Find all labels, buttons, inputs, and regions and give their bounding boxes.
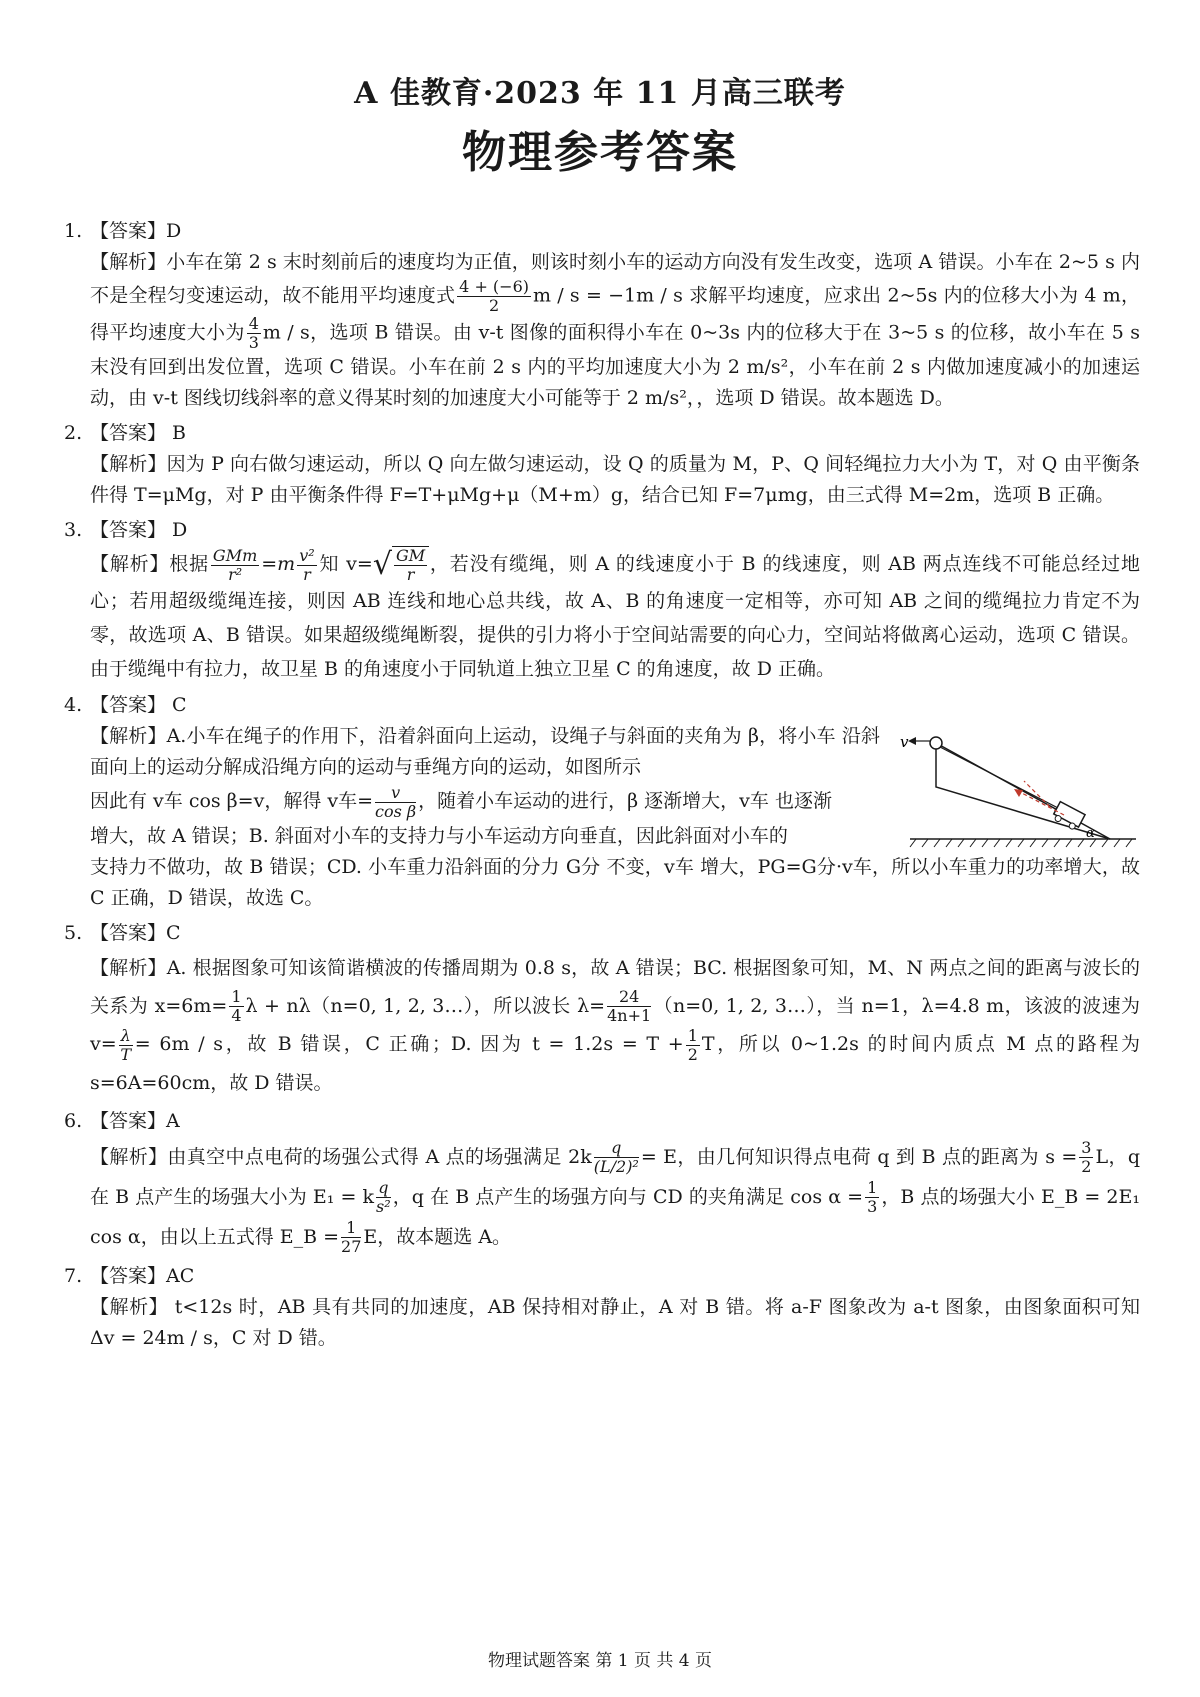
question-3-answer bbox=[64, 515, 1140, 546]
explanation-text: ，q 在 B 点产生的场强方向与 CD 的夹角满足 cos α = bbox=[392, 1185, 864, 1208]
numerator: 1 bbox=[687, 1025, 698, 1045]
fraction bbox=[297, 547, 316, 584]
page-footer: 物理试题答案 第 1 页 共 4 页 bbox=[487, 1651, 713, 1671]
denominator: r bbox=[303, 564, 311, 584]
denominator: 2 bbox=[488, 296, 500, 315]
numerator: GMm bbox=[212, 545, 258, 565]
numerator: 4 + (−6) bbox=[459, 277, 529, 296]
denominator: r² bbox=[228, 564, 243, 584]
numerator: λ bbox=[120, 1025, 131, 1045]
denominator: T bbox=[120, 1044, 132, 1064]
question-number: 1. bbox=[64, 220, 83, 242]
answer-label: 【答案】D bbox=[90, 220, 182, 242]
explanation-text: 因此有 v车 cos β=v，解得 v车= bbox=[90, 790, 374, 812]
fraction bbox=[1079, 1139, 1093, 1176]
question-number: 4. bbox=[64, 694, 83, 716]
velocity-label: v bbox=[900, 733, 909, 751]
question-2-answer bbox=[64, 418, 1140, 449]
fraction bbox=[247, 315, 261, 352]
explanation-text: = 6m / s，故 B 错误，C 正确；D. 因为 t = 1.2s = T + bbox=[134, 1033, 684, 1055]
explanation-text: 知 v= bbox=[318, 553, 373, 575]
explanation-text: = E，由几何知识得点电荷 q 到 B 点的距离为 s = bbox=[640, 1145, 1078, 1168]
question-5-answer bbox=[64, 918, 1140, 949]
question-6-explanation bbox=[64, 1137, 1140, 1257]
page-title: 物理参考答案 bbox=[462, 127, 738, 178]
explanation-text: 【解析】A.小车在绳子的作用下，沿着斜面向上运动，设绳子与斜面的夹角为 β，将小车 沿斜面向上的运动分解成沿绳方向的运动与垂绳方向的运动，如图所示 bbox=[90, 725, 880, 778]
denominator: 3 bbox=[248, 333, 259, 352]
numerator: 1 bbox=[867, 1178, 878, 1197]
answer-label: 【答案】 C bbox=[90, 694, 187, 716]
answer-content bbox=[64, 212, 1140, 1354]
explanation-text: ，若没有缆绳，则 A 的线速度小于 B 的线速度，则 AB 两点连线不可能总经过地心；若用超级缆绳连接，则因 AB 连线和地心总共线，故 A、B 的角速度一定相等，亦可知 AB 之间的缆绳拉力肯定不为零，故选项 A、B 错误。如果超级缆绳断裂，提供的引力将小于空间站需要的向心力，空间站将做离心运动，选项 C 错误。由于缆绳中有拉力，故卫星 B 的角速度小于同轨道上独立卫星 C 的角速度，故 D 正确。 bbox=[90, 553, 1140, 680]
explanation-text: E，故本题选 A。 bbox=[363, 1225, 512, 1248]
question-number: 2. bbox=[64, 422, 83, 444]
question-1-explanation bbox=[64, 247, 1140, 414]
explanation-text: 【解析】根据 bbox=[90, 553, 209, 575]
explanation-text: m / s，选项 B 错误。由 v-t 图像的面积得小车在 0~3s 内的位移大于在 3~5 s 的位移，故小车在 5 s 末没有回到出发位置，选项 C 错误。小车在前 2 s 内的平均加速度大小为 2 m/s²，小车在前 2 s 内做加速度减小的加速运动，由 v-t 图线切线斜率的意义得某时刻的加速度大小可能等于 2 m/s²，，选项 D 错误。故本题选 D。 bbox=[90, 321, 1140, 409]
explanation-text: 增大，故 A 错误；B. 斜面对小车的支持力与小车运动方向垂直，因此斜面对小车的 bbox=[90, 824, 788, 847]
answer-label: 【答案】A bbox=[90, 1109, 180, 1132]
fraction bbox=[594, 1139, 639, 1176]
answer-label: 【答案】C bbox=[90, 921, 181, 944]
denominator: 3 bbox=[867, 1197, 878, 1216]
numerator: q bbox=[594, 1139, 639, 1158]
denominator: 4n+1 bbox=[607, 1006, 652, 1025]
fraction bbox=[376, 1179, 391, 1216]
question-number: 7. bbox=[64, 1264, 83, 1287]
angle-label: α bbox=[1086, 826, 1095, 841]
question-7-answer bbox=[64, 1261, 1140, 1292]
numerator: q bbox=[376, 1179, 391, 1198]
question-6-answer bbox=[64, 1106, 1140, 1137]
equation-text: =m bbox=[261, 553, 296, 575]
fraction bbox=[119, 1027, 133, 1064]
denominator: cos β bbox=[375, 801, 417, 821]
question-1-answer bbox=[64, 216, 1140, 247]
question-4-explanation bbox=[64, 721, 1140, 914]
fraction bbox=[865, 1179, 879, 1216]
fraction bbox=[341, 1219, 361, 1256]
denominator: r bbox=[406, 565, 415, 584]
numerator: 24 bbox=[607, 988, 651, 1007]
explanation-text: L，q 在 B 点产生的场强大小为 E₁ = k bbox=[90, 1145, 1140, 1208]
fraction bbox=[686, 1027, 700, 1064]
explanation-text: m / s = −1m / s 求解平均速度，应求出 2~5s 内的位移大小为 4 m，得平均速度大小为 bbox=[90, 284, 1140, 344]
numerator: 4 bbox=[248, 314, 259, 333]
question-number: 3. bbox=[64, 519, 83, 541]
fraction bbox=[394, 547, 427, 584]
fraction bbox=[607, 988, 651, 1025]
fraction bbox=[211, 547, 259, 584]
answer-label: 【答案】 B bbox=[90, 422, 187, 444]
denominator: 27 bbox=[341, 1237, 362, 1256]
explanation-text: 【解析】由真空中点电荷的场强公式得 A 点的场强满足 2k bbox=[90, 1145, 592, 1168]
explanation-text: λ + nλ（n=0, 1, 2, 3…），所以波长 λ= bbox=[245, 994, 606, 1017]
question-number: 6. bbox=[64, 1109, 83, 1132]
exam-header: A 佳教育·2023 年 11 月高三联考 bbox=[354, 76, 846, 111]
numerator: GM bbox=[395, 546, 426, 565]
explanation-text: 支持力不做功，故 B 错误；CD. 小车重力沿斜面的分力 G分 不变，v车 增大，PG=G分·v车，所以小车重力的功率增大，故 C 正确，D 错误，故选 C。 bbox=[90, 855, 1140, 909]
question-5-explanation bbox=[64, 949, 1140, 1102]
numerator: 1 bbox=[341, 1219, 361, 1238]
radical-sign-icon: √ bbox=[372, 547, 392, 582]
question-7-explanation: 【解析】 t<12s 时，AB 具有共同的加速度，AB 保持相对静止，A 对 B 错。将 a-F 图象改为 a-t 图象，由图象面积可知 Δv = 24m / s，C 对 D 错。 bbox=[90, 1295, 1140, 1349]
numerator: 3 bbox=[1081, 1138, 1092, 1157]
numerator: v bbox=[375, 784, 416, 803]
question-3-explanation bbox=[64, 546, 1140, 686]
denominator: 2 bbox=[687, 1044, 698, 1064]
question-number: 5. bbox=[64, 921, 83, 944]
question-2-explanation: 【解析】因为 P 向右做匀速运动，所以 Q 向左做匀速运动，设 Q 的质量为 M，P、Q 间轻绳拉力大小为 T，对 Q 由平衡条件得 T=μMg，对 P 由平衡条件得 F=T+μMg+μ（M+m）g，结合已知 F=7μmg，由三式得 M=2m，选项 B 正确。 bbox=[90, 453, 1140, 506]
fraction bbox=[375, 784, 416, 821]
answer-label: 【答案】AC bbox=[90, 1264, 195, 1287]
explanation-text: （n=0, 1, 2, 3…），当 n=1，λ=4.8 m，该波的波速为 v= bbox=[90, 994, 1140, 1055]
numerator: v² bbox=[299, 545, 315, 565]
fraction bbox=[229, 988, 243, 1025]
explanation-text: T，所以 0~1.2s 的时间内质点 M 点的路程为 s=6A=60cm，故 D 错误。 bbox=[90, 1033, 1141, 1094]
explanation-text: ，B 点的场强大小 E_B = 2E₁ cos α，由以上五式得 E_B = bbox=[90, 1185, 1140, 1248]
explanation-text: 【解析】A. 根据图象可知该简谐横波的传播周期为 0.8 s，故 A 错误；BC. 根据图象可知，M、N 两点之间的距离与波长的关系为 x=6m= bbox=[90, 956, 1140, 1017]
answer-label: 【答案】 D bbox=[90, 519, 188, 541]
question-4-answer bbox=[64, 690, 1140, 721]
denominator: s² bbox=[376, 1197, 391, 1216]
incline-pulley-figure bbox=[900, 721, 1140, 871]
explanation-text: 【解析】小车在第 2 s 末时刻前后的速度均为正值，则该时刻小车的运动方向没有发生改变，选项 A 错误。小车在 2~5 s 内不是全程匀变速运动，故不能用平均速度式 bbox=[90, 251, 1140, 307]
denominator: 4 bbox=[231, 1006, 242, 1025]
denominator: 2 bbox=[1081, 1157, 1092, 1176]
explanation-text: ，随着小车运动的进行，β 逐渐增大，v车 也逐渐 bbox=[418, 790, 832, 812]
numerator: 1 bbox=[231, 987, 242, 1006]
square-root bbox=[373, 546, 429, 584]
fraction bbox=[457, 278, 531, 315]
denominator: (L/2)² bbox=[593, 1157, 639, 1176]
